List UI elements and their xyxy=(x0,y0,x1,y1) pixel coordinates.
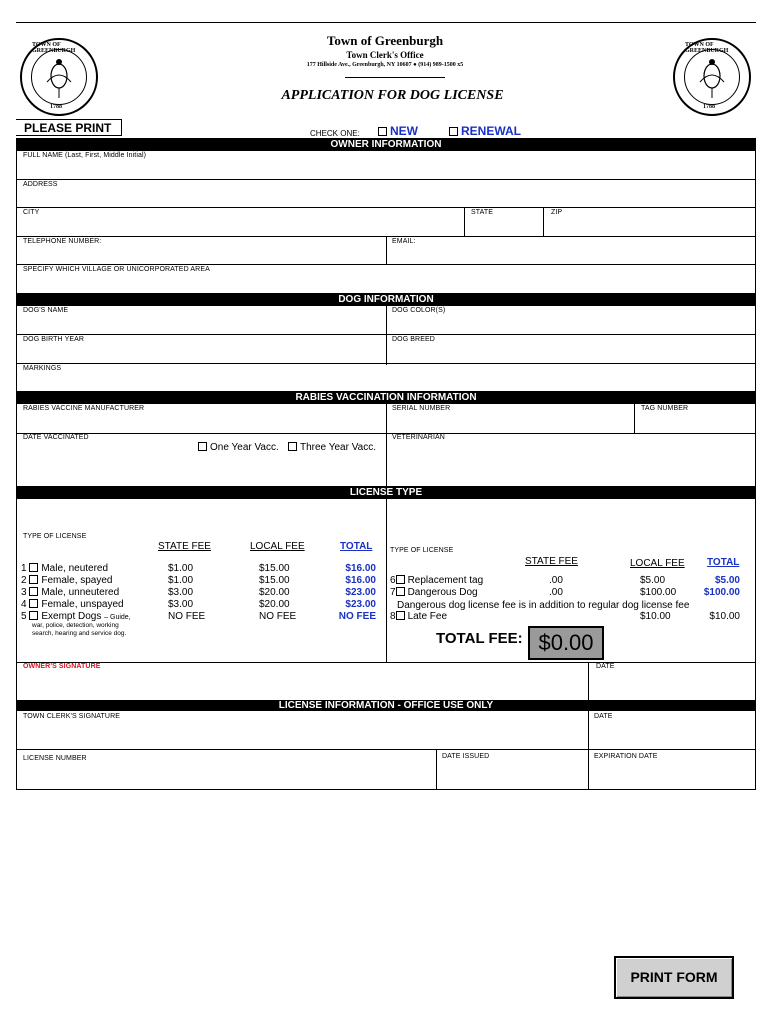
office-address: 177 Hillside Ave., Greenburgh, NY 10607 ● (914) 989-1500 x5 xyxy=(306,62,464,68)
option-number: 1 xyxy=(21,563,27,574)
village-label: SPECIFY WHICH VILLAGE OR UNICORPORATED AREA xyxy=(23,266,210,273)
one-year-checkbox[interactable]: One Year Vacc. xyxy=(198,442,279,453)
local-fee-value: $15.00 xyxy=(259,563,290,574)
license-option-checkbox[interactable] xyxy=(21,599,124,610)
license-option-checkbox[interactable] xyxy=(21,587,119,598)
state-fee-value: $3.00 xyxy=(168,587,194,598)
option-number: 8 xyxy=(390,611,396,622)
state-fee-value: NO FEE xyxy=(168,611,206,622)
total-value: $23.00 xyxy=(345,587,376,598)
license-option-checkbox[interactable] xyxy=(390,611,447,622)
option-number: 2 xyxy=(21,575,27,586)
full-name-field[interactable] xyxy=(16,151,756,179)
total-value: $5.00 xyxy=(714,575,740,586)
date-issued-label: DATE ISSUED xyxy=(442,753,490,760)
dog-header: DOG INFORMATION xyxy=(16,293,756,306)
option-name: Male, neutered xyxy=(41,563,109,574)
total-value: $100.00 xyxy=(703,587,740,598)
town-name: Town of Greenburgh xyxy=(326,33,444,48)
city-label: CITY xyxy=(23,209,40,216)
address-label: ADDRESS xyxy=(23,181,58,188)
total-header-left: TOTAL xyxy=(340,541,373,552)
total-fee-label: TOTAL FEE: xyxy=(436,630,523,647)
form-title: APPLICATION FOR DOG LICENSE xyxy=(281,88,504,103)
state-label: STATE xyxy=(471,209,494,216)
total-value: $23.00 xyxy=(345,599,376,610)
dog-name-label: DOG'S NAME xyxy=(23,307,69,314)
local-fee-value: $100.00 xyxy=(640,587,677,598)
license-option-checkbox[interactable] xyxy=(21,611,131,622)
signature-date-label: DATE xyxy=(596,663,615,670)
office-name: Town Clerk's Office xyxy=(346,50,424,60)
total-value: NO FEE xyxy=(338,611,376,622)
option-name: Exempt Dogs xyxy=(41,611,102,622)
license-type-label-right: TYPE OF LICENSE xyxy=(390,547,454,554)
option-name: Female, spayed xyxy=(41,575,113,586)
checkbox-icon xyxy=(29,563,38,572)
checkbox-icon xyxy=(198,442,207,451)
license-option-checkbox[interactable] xyxy=(21,575,113,586)
license-option-checkbox[interactable] xyxy=(390,587,478,598)
clerk-signature-label: TOWN CLERK'S SIGNATURE xyxy=(23,713,121,720)
state-fee-value: $1.00 xyxy=(168,563,194,574)
option-number: 5 xyxy=(21,611,27,622)
dog-color-label: DOG COLOR(S) xyxy=(392,307,446,314)
address-field[interactable] xyxy=(16,180,756,207)
markings-label: MARKINGS xyxy=(23,365,62,372)
owner-header: OWNER INFORMATION xyxy=(16,138,756,151)
total-value: $16.00 xyxy=(345,563,376,574)
option-name: Late Fee xyxy=(407,611,448,622)
seal-year: 1788 xyxy=(50,104,62,110)
total-header-right: TOTAL xyxy=(707,557,740,568)
option-number: 3 xyxy=(21,587,27,598)
license-option-checkbox[interactable] xyxy=(21,563,108,574)
office-date-label: DATE xyxy=(594,713,613,720)
dangerous-note: Dangerous dog license fee is in addition to regular dog license fee xyxy=(397,600,690,611)
local-fee-value: $15.00 xyxy=(259,575,290,586)
exempt-note-2: search, hearing and service dog. xyxy=(32,630,127,637)
local-fee-value: $10.00 xyxy=(640,611,671,622)
veterinarian-label: VETERINARIAN xyxy=(392,434,445,441)
seal-ring-text: TOWN OF GREENBURGH xyxy=(685,42,729,54)
option-name: Replacement tag xyxy=(407,575,484,586)
option-name: Female, unspayed xyxy=(41,599,124,610)
state-fee-value: $1.00 xyxy=(168,575,194,586)
license-header: LICENSE TYPE xyxy=(16,486,756,499)
state-fee-value: .00 xyxy=(549,575,563,586)
license-number-label: LICENSE NUMBER xyxy=(23,755,87,762)
dog-birth-year-label: DOG BIRTH YEAR xyxy=(23,336,85,343)
email-label: EMAIL: xyxy=(392,238,416,245)
total-value: $10.00 xyxy=(709,611,740,622)
checkbox-icon xyxy=(396,611,405,620)
full-name-label: FULL NAME (Last, First, Middle Initial) xyxy=(23,152,147,159)
option-number: 6 xyxy=(390,575,396,586)
local-fee-value: $20.00 xyxy=(259,587,290,598)
checkbox-icon xyxy=(378,127,387,136)
option-name: Dangerous Dog xyxy=(407,587,478,598)
check-one-label: CHECK ONE: xyxy=(310,129,360,138)
checkbox-icon xyxy=(29,575,38,584)
option-number: 7 xyxy=(390,587,396,598)
header-divider xyxy=(345,77,445,78)
date-vaccinated-label: DATE VACCINATED xyxy=(23,434,89,441)
manufacturer-label: RABIES VACCINE MANUFACTURER xyxy=(23,405,145,412)
top-rule xyxy=(16,22,756,23)
please-print: PLEASE PRINT xyxy=(16,119,122,136)
state-fee-value: $3.00 xyxy=(168,599,194,610)
checkbox-icon xyxy=(29,587,38,596)
total-value: $16.00 xyxy=(345,575,376,586)
serial-label: SERIAL NUMBER xyxy=(392,405,451,412)
option-name: Male, unneutered xyxy=(41,587,120,598)
state-fee-header-left: STATE FEE xyxy=(158,541,211,552)
office-header: LICENSE INFORMATION - OFFICE USE ONLY xyxy=(16,700,756,711)
owner-signature-label: OWNER'S SIGNATURE xyxy=(23,663,101,670)
expiration-label: EXPIRATION DATE xyxy=(594,753,658,760)
rabies-header: RABIES VACCINATION INFORMATION xyxy=(16,391,756,404)
state-fee-value: .00 xyxy=(549,587,563,598)
telephone-label: TELEPHONE NUMBER: xyxy=(23,238,102,245)
dog-breed-label: DOG BREED xyxy=(392,336,435,343)
zip-label: ZIP xyxy=(551,209,563,216)
local-fee-header-right: LOCAL FEE xyxy=(630,558,685,569)
checkbox-icon xyxy=(396,587,405,596)
license-option-checkbox[interactable] xyxy=(390,575,483,586)
owner-signature-field[interactable] xyxy=(16,663,588,700)
local-fee-header-left: LOCAL FEE xyxy=(250,541,305,552)
three-year-checkbox[interactable]: Three Year Vacc. xyxy=(288,442,376,453)
tag-label: TAG NUMBER xyxy=(641,405,689,412)
new-checkbox[interactable]: NEW xyxy=(378,124,418,138)
local-fee-value: $5.00 xyxy=(640,575,666,586)
state-fee-header-right: STATE FEE xyxy=(525,556,578,567)
checkbox-icon xyxy=(449,127,458,136)
checkbox-icon xyxy=(29,599,38,608)
total-fee-value: $0.00 xyxy=(528,626,604,660)
seal-year: 1788 xyxy=(703,104,715,110)
exempt-note-1: war, police, detection, working xyxy=(32,622,119,629)
exempt-suffix: – Guide, xyxy=(104,614,131,621)
renewal-checkbox[interactable]: RENEWAL xyxy=(449,124,521,138)
local-fee-value: NO FEE xyxy=(259,611,297,622)
checkbox-icon xyxy=(288,442,297,451)
seal-ring-text: TOWN OF GREENBURGH xyxy=(32,42,76,54)
checkbox-icon xyxy=(29,611,38,620)
local-fee-value: $20.00 xyxy=(259,599,290,610)
option-number: 4 xyxy=(21,599,27,610)
checkbox-icon xyxy=(396,575,405,584)
print-form-button[interactable]: PRINT FORM xyxy=(614,956,734,999)
license-type-label-left: TYPE OF LICENSE xyxy=(23,533,87,540)
